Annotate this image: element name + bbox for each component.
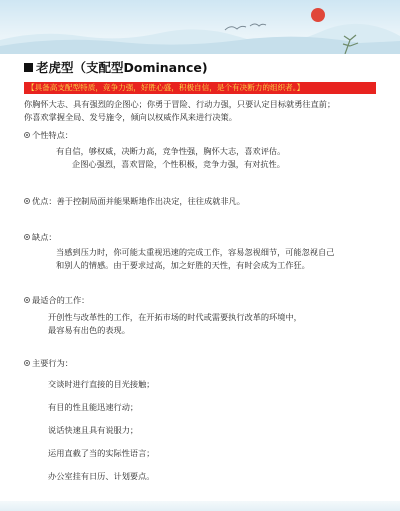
best-work-line: 开创性与改革性的工作，在开拓市场的时代或需要执行改革的环境中， (48, 312, 302, 322)
advantage-heading (24, 195, 376, 207)
behavior-item: 说话快速且具有说服力； (48, 425, 139, 435)
traits-heading (24, 129, 376, 141)
behaviors-label: 主要行为： (32, 358, 73, 368)
behaviors-heading (24, 357, 376, 369)
behavior-item: 有目的性且能迅速行动； (48, 402, 139, 412)
circle-bullet-icon (24, 132, 30, 138)
intro-line: 你胸怀大志、具有强烈的企图心；你勇于冒险、行动力强，只要认定目标就勇往直前； (24, 99, 336, 109)
circle-bullet-icon (24, 297, 30, 303)
behavior-item: 运用直截了当的实际性语言； (48, 448, 155, 458)
intro-paragraph (24, 98, 376, 123)
intro-line: 你喜欢掌握全局、发号施令，倾向以权威作风来进行决策。 (24, 111, 237, 122)
weakness-line: 当感到压力时，你可能太重视迅速的完成工作，容易忽视细节，可能忽视自己 (56, 247, 335, 257)
circle-bullet-icon (24, 198, 30, 204)
banner-illustration (0, 0, 400, 54)
traits-line: 企图心强烈，喜欢冒险，个性积极，竞争力强，有对抗性。 (72, 159, 285, 169)
highlight-banner: 【具备高支配型特质，竞争力强，好胜心盛，积极自信，是个有决断力的组织者。】 (24, 82, 376, 94)
page-title (24, 58, 376, 76)
best-work-label: 最适合的工作： (32, 295, 90, 305)
traits-label: 个性特点： (32, 130, 73, 140)
document-body (24, 58, 376, 493)
weakness-heading (24, 231, 376, 243)
best-work-heading (24, 294, 376, 306)
page-title-text: 老虎型（支配型Dominance) (36, 60, 208, 75)
advantage-text: 优点：善于控制局面并能果断地作出决定，往往成就非凡。 (32, 196, 245, 206)
header-banner (0, 0, 400, 54)
footer-band (0, 501, 400, 511)
square-bullet-icon (24, 63, 33, 72)
weakness-label: 缺点： (32, 232, 57, 242)
circle-bullet-icon (24, 360, 30, 366)
behavior-item: 交谈时进行直接的目光接触； (48, 379, 155, 389)
circle-bullet-icon (24, 234, 30, 240)
behavior-item: 办公室挂有日历、计划要点。 (48, 471, 155, 481)
weakness-line: 和别人的情感。由于要求过高，加之好胜的天性，有时会成为工作狂。 (56, 260, 310, 270)
best-work-line: 最容易有出色的表现。 (48, 325, 130, 335)
traits-line: 有自信，够权威，决断力高，竞争性强，胸怀大志，喜欢评估。 (56, 146, 286, 156)
